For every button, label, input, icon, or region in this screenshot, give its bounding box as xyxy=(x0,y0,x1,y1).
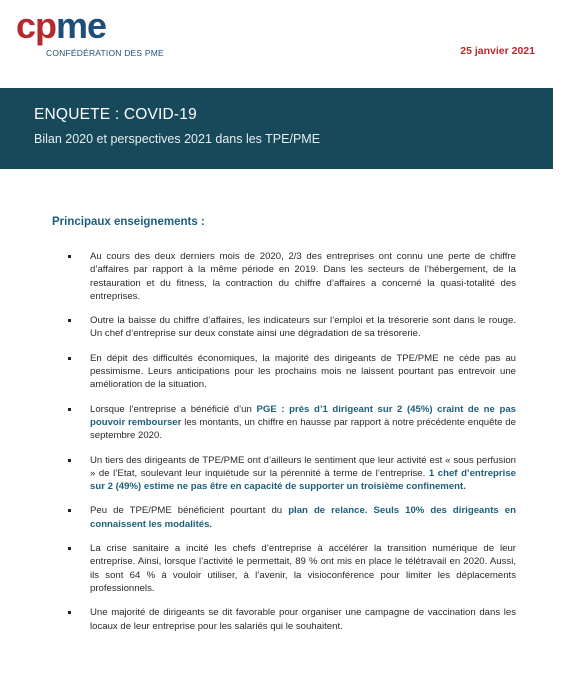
item-highlight: PGE : près d’1 dirigeant sur 2 (45%) craint de ne pas pouvoir rembourser xyxy=(90,403,516,428)
item-text: La crise sanitaire a incité les chefs d’entreprise à accélérer la transition numérique de leur entreprise. Ainsi, lorsque l’activité le permettait, 89 % ont mis en place le télétravail en 2020. Aussi, ils sont 64 % à vouloir utiliser, à l’avenir, la visioconférence pour limiter les déplacements professionnels. xyxy=(90,543,516,594)
item-text: Lorsque l’entreprise a bénéficié d’un xyxy=(90,403,257,415)
list-item xyxy=(66,542,516,595)
logo-wordmark xyxy=(16,6,106,46)
logo-text-right: me xyxy=(56,5,107,46)
list-item xyxy=(66,606,516,633)
section-title: Principaux enseignements : xyxy=(52,216,205,228)
list-item xyxy=(66,352,516,392)
title-banner xyxy=(0,88,553,169)
item-highlight: plan de relance. Seuls 10% des dirigeants en connaissent les modalités. xyxy=(90,505,517,530)
item-text-after: les montants, un chiffre en hausse par rapport à notre précédente enquête de septembre 2020. xyxy=(90,416,516,442)
banner-subtitle: Bilan 2020 et perspectives 2021 dans les TPE/PME xyxy=(34,132,321,146)
list-item xyxy=(66,314,516,341)
item-text: En dépit des difficultés économiques, la majorité des dirigeants de TPE/PME ne cède pas au pessimisme. Leurs anticipations pour les prochains mois ne laissent pourtant pas entrevoir une amélioration de la situation. xyxy=(90,352,516,391)
banner-title: ENQUETE : COVID-19 xyxy=(34,106,197,123)
item-highlight: 1 chef d’entreprise sur 2 (49%) estime ne pas être en capacité de supporter un troisième confinement. xyxy=(90,467,516,493)
list-item xyxy=(66,454,516,494)
item-text: Outre la baisse du chiffre d’affaires, les indicateurs sur l’emploi et la trésorerie sont dans le rouge. Un chef d’entreprise sur deux constate ainsi une dégradation de sa trésorerie. xyxy=(90,315,516,340)
logo-text-left: cp xyxy=(16,5,57,46)
cpme-logo xyxy=(16,5,166,60)
list-item xyxy=(66,504,516,531)
list-item xyxy=(66,403,516,443)
item-text: Un tiers des dirigeants de TPE/PME ont d’ailleurs le sentiment que leur activité est « sous perfusion » de l’Etat, soulevant leur inquiétude sur la pérennité à terme de l’entreprise. xyxy=(90,454,516,479)
key-findings-list xyxy=(66,250,516,644)
list-item xyxy=(66,250,516,303)
item-text: Au cours des deux derniers mois de 2020, 2/3 des entreprises ont connu une perte de chiffre d’affaires par rapport à la même période en 2019. Dans les secteurs de l’hébergement, de la restauration et du fitness, la contraction du chiffre d’affaires a concerné la quasi-totalité des entreprises. xyxy=(90,251,516,302)
item-text: Une majorité de dirigeants se dit favorable pour organiser une campagne de vaccination dans les locaux de leur entreprise pour les salariés qui le souhaitent. xyxy=(90,607,516,632)
document-date: 25 janvier 2021 xyxy=(460,45,535,57)
item-text: Peu de TPE/PME bénéficient pourtant du xyxy=(90,505,289,517)
logo-subtitle: CONFÉDÉRATION DES PME xyxy=(46,48,164,58)
